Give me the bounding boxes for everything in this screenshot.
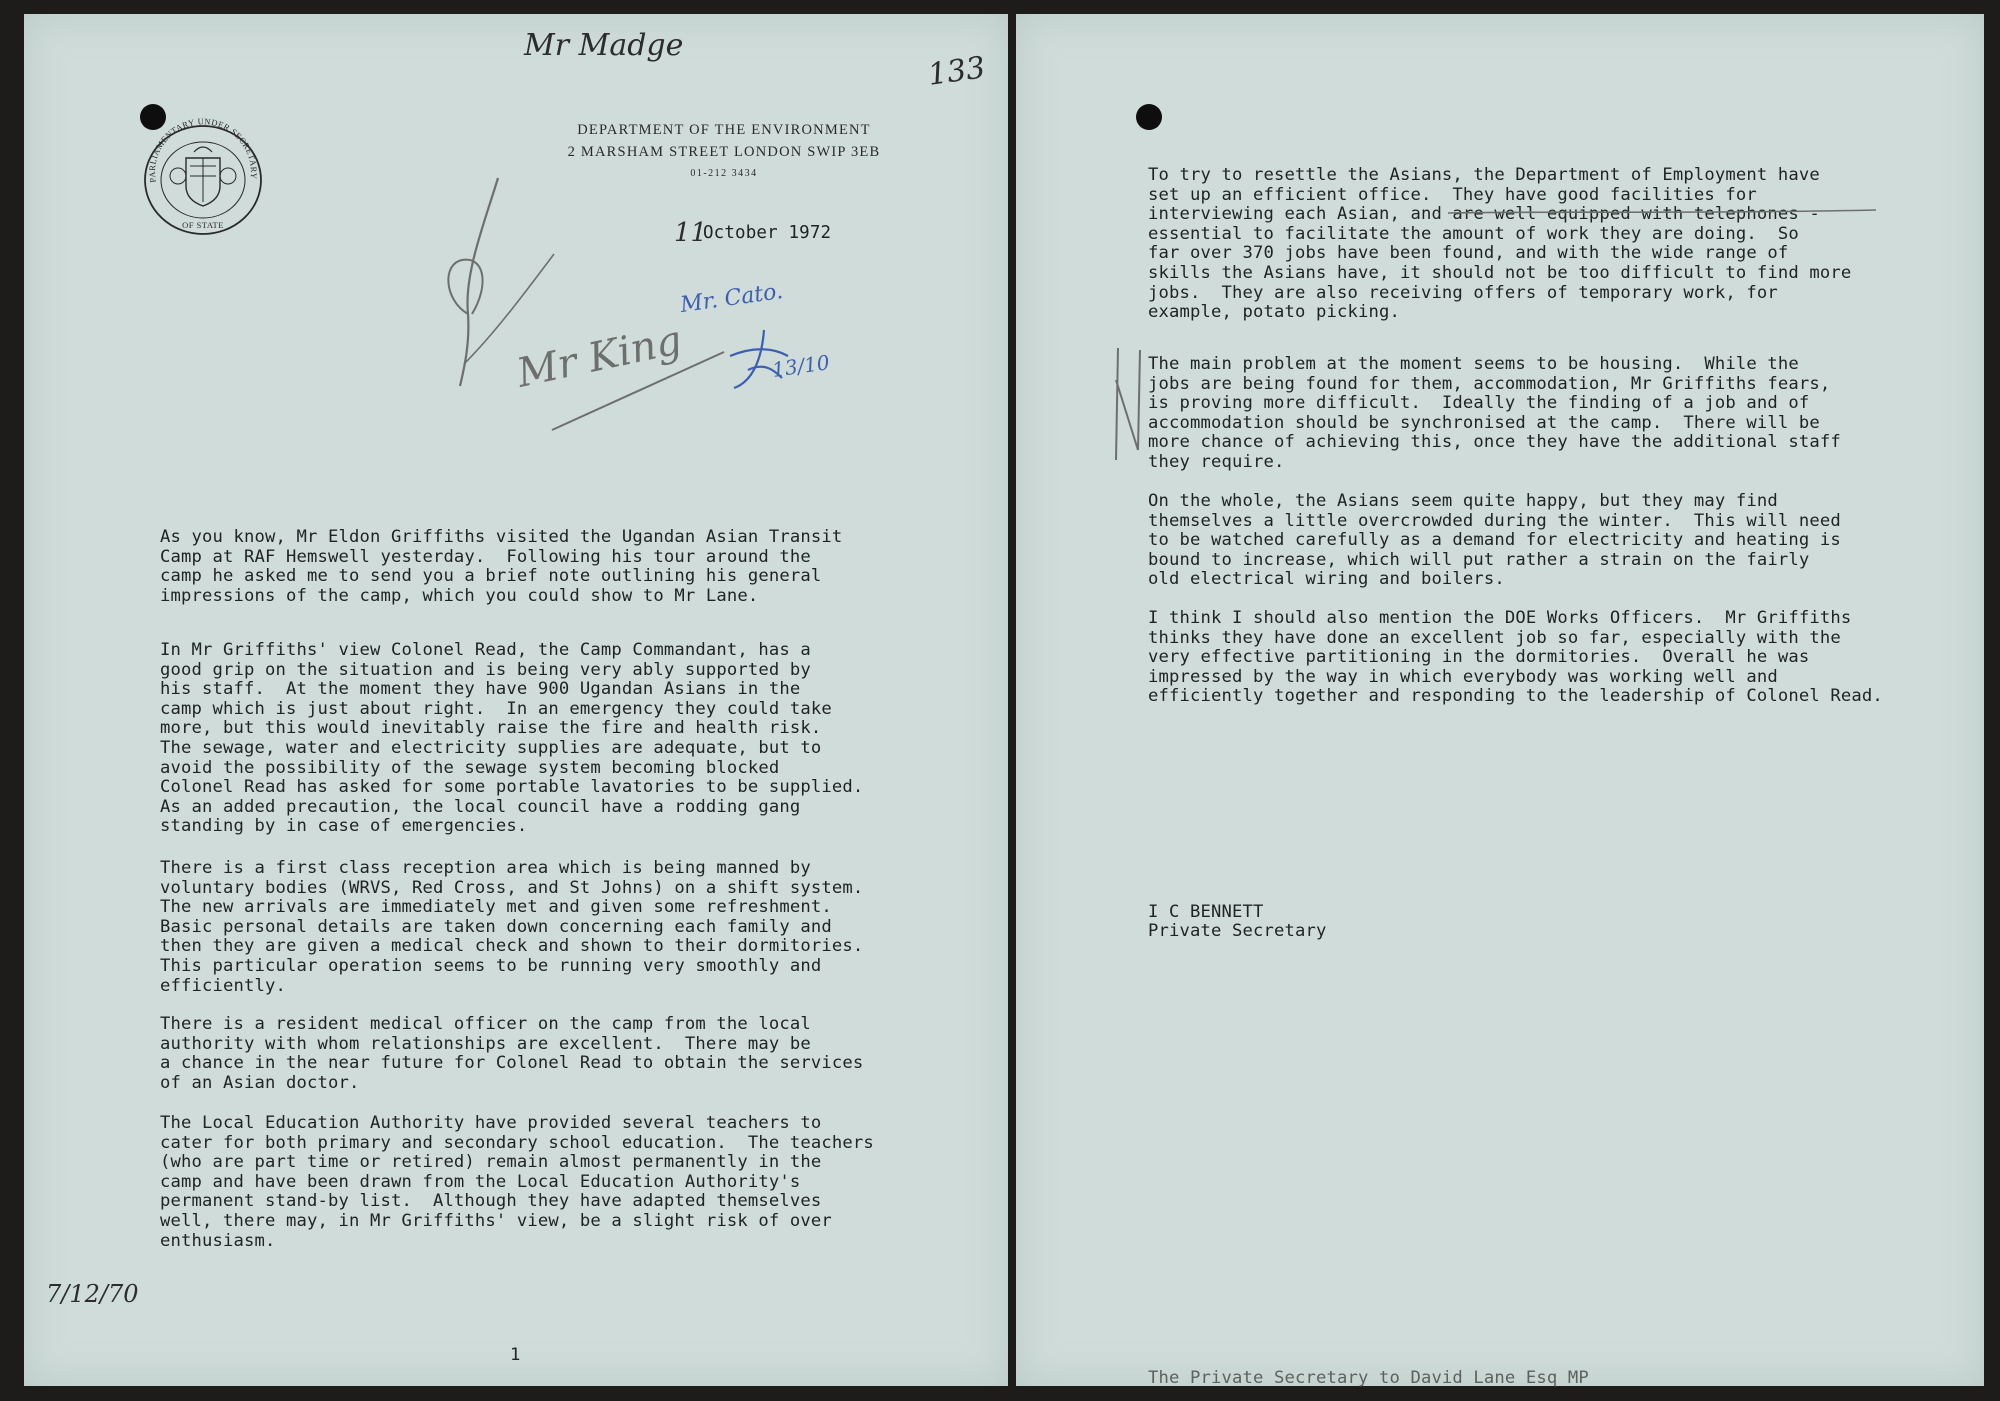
government-seal	[138, 110, 268, 240]
paragraph-7: The main problem at the moment seems to be housing. While the jobs are being found for them, accommodation, Mr Griffiths fears, is proving more difficult. Ideally the finding of a job and of accommodation should be synchronised at the camp. There will be more chance of achieving this, once they have the additional staff they require.	[1148, 354, 1841, 472]
paragraph-8: On the whole, the Asians seem quite happy, but they may find themselves a little overcrowded during the winter. This will need to be watched carefully as a demand for electricity and heating is bound to increase, which will put rather a strain on the fairly old electrical wiring and boilers.	[1148, 491, 1841, 590]
date-day-handwritten: 11	[674, 218, 708, 248]
paragraph-2: In Mr Griffiths' view Colonel Read, the Camp Commandant, has a good grip on the situation and is being very ably supported by his staff. At the moment they have 900 Ugandan Asians in the camp which is just about right. In an emergency they could take more, but this would inevitably raise the fire and health risk. The sewage, water and electricity supplies are adequate, but to avoid the possibility of the sewage system becoming blocked Colonel Read has asked for some portable lavatories to be supplied. As an added precaution, the local council have a rodding gang standing by in case of emergencies.	[160, 640, 864, 837]
svg-text:OF STATE: OF STATE	[182, 220, 224, 230]
pencil-underline	[1448, 207, 1878, 217]
margin-pencil-mark	[1108, 340, 1148, 470]
annotation-date-initials: 13/10	[770, 350, 832, 382]
paragraph-9: I think I should also mention the DOE Works Officers. Mr Griffiths thinks they have done an excellent job so far, especially with the very effective partitioning in the dormitories. Overall he was impressed by the way in which everybody was working well and efficiently together and responding to the leadership of Colonel Read.	[1148, 608, 1883, 707]
letterhead-department: DEPARTMENT OF THE ENVIRONMENT	[577, 122, 871, 138]
page-number: 1	[510, 1345, 521, 1365]
addressee-line: The Private Secretary to David Lane Esq MP	[1148, 1368, 1589, 1388]
letterhead-phone: 01-212 3434	[690, 168, 758, 179]
paragraph-3: There is a first class reception area which is being manned by voluntary bodies (WRVS, Red Cross, and St Johns) on a shift system. The new arrivals are immediately met and given some refreshment. Basic personal details are taken down concerning each family and then they are given a medical check and shown to their dormitories. This particular operation seems to be running very smoothly and efficiently.	[160, 858, 864, 996]
annotation-mr-cato: Mr. Cato.	[678, 278, 785, 319]
file-number: 133	[925, 50, 988, 93]
paragraph-1: As you know, Mr Eldon Griffiths visited the Ugandan Asian Transit Camp at RAF Hemswell yesterday. Following his tour around the camp he asked me to send you a brief note outlining his general impressions of the camp, which you could show to Mr Lane.	[160, 527, 843, 606]
paragraph-6: To try to resettle the Asians, the Department of Employment have set up an efficient office. They have good facilities for interviewing each Asian, and are well equipped with telephones - essential to facilitate the amount of work they are doing. So far over 370 jobs have been found, and with the wide range of skills the Asians have, it should not be too difficult to find more jobs. They are also receiving offers of temporary work, for example, potato picking.	[1148, 165, 1852, 323]
signatory-name: I C BENNETT	[1148, 902, 1264, 922]
annotation-mr-king: Mr King	[513, 317, 686, 397]
handwritten-recipient: Mr Madge	[524, 28, 684, 63]
strike-through-line	[544, 340, 734, 440]
letter-page-2	[1016, 14, 1984, 1386]
punch-hole	[1136, 104, 1162, 130]
letter-page-1	[24, 14, 1008, 1386]
letter-date: October 1972	[703, 223, 832, 243]
paragraph-5: The Local Education Authority have provided several teachers to cater for both primary and secondary school education. The teachers (who are part time or retired) remain almost permanently in the camp and have been drawn from the Local Education Authority's permanent stand-by list. Although they have adapted themselves well, there may, in Mr Griffiths' view, be a slight risk of over enthusiasm.	[160, 1113, 874, 1251]
signatory-title: Private Secretary	[1148, 921, 1327, 941]
paragraph-4: There is a resident medical officer on the camp from the local authority with whom relationships are excellent. There may be a chance in the near future for Colonel Read to obtain the services of an Asian doctor.	[160, 1014, 864, 1093]
letterhead-address: 2 MARSHAM STREET LONDON SWIP 3EB	[567, 144, 881, 160]
svg-text:PARLIAMENTARY UNDER SECRETARY: PARLIAMENTARY UNDER SECRETARY	[146, 116, 260, 184]
margin-note-date: 7/12/70	[46, 1280, 139, 1308]
